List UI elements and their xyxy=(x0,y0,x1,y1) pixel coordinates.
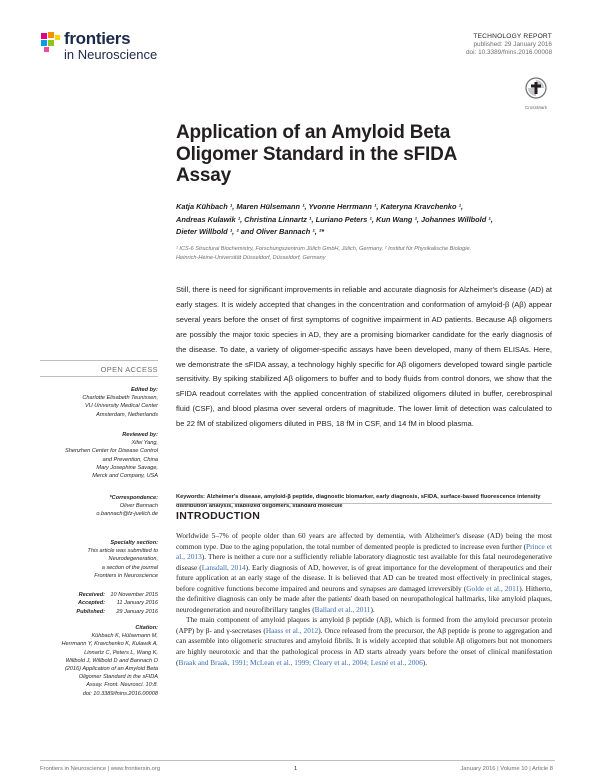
journal-subtitle: in Neuroscience xyxy=(64,47,158,62)
crossmark-icon xyxy=(525,77,547,99)
author-list xyxy=(176,201,561,239)
page-number: 1 xyxy=(294,766,298,772)
open-access-badge: OPEN ACCESS xyxy=(40,360,158,377)
correspondence-name: Oliver Bannach xyxy=(119,503,158,510)
date-label: Accepted: xyxy=(77,600,105,607)
article-dates xyxy=(40,591,158,616)
doi[interactable]: doi: 10.3389/fnins.2016.00008 xyxy=(466,49,552,56)
edited-by xyxy=(40,386,158,419)
editor-line: VU University Medical Center xyxy=(84,403,158,410)
citation-link[interactable]: Haass et al., 2012 xyxy=(265,625,319,635)
author-line: Katja Kühbach ¹, Maren Hülsemann ¹, Yvonne Herrmann ¹, Kateryna Kravchenko ¹, xyxy=(176,202,464,211)
reviewer-line: and Prevention, China xyxy=(102,456,158,463)
published-date: published: 29 January 2016 xyxy=(473,41,552,48)
correspondence-label: *Correspondence: xyxy=(109,495,158,501)
editor-line: Amsterdam, Netherlands xyxy=(96,411,158,418)
author-line: Andreas Kulawik ¹, Christina Linnartz ¹, Luriano Peters ¹, Kun Wang ¹, Johannes Willbold ¹, xyxy=(176,214,493,224)
title-line: Application of an Amyloid Beta xyxy=(176,122,451,143)
citation xyxy=(40,624,158,698)
crossmark-label: CrossMark xyxy=(524,105,548,110)
date-row-accepted xyxy=(40,599,158,607)
specialty-line: a section of the journal xyxy=(101,564,158,571)
citation-link[interactable]: Lansdall, 2014 xyxy=(201,562,246,572)
date-value: 10 November 2015 xyxy=(110,592,158,598)
reviewer-line: Merck and Company, USA xyxy=(92,473,158,480)
footer-divider xyxy=(40,760,555,761)
journal-brand: frontiers xyxy=(64,29,131,48)
report-type: TECHNOLOGY REPORT xyxy=(473,33,552,40)
journal-logo xyxy=(40,30,180,70)
date-label: Published: xyxy=(76,608,105,615)
date-row-published xyxy=(40,608,158,616)
citation-link[interactable]: Ballard et al., 2011 xyxy=(314,604,371,614)
citation-link[interactable]: Prince et al., 2013 xyxy=(176,541,552,562)
affiliation-line: ¹ ICS-6 Structural Biochemistry, Forschungszentrum Jülich GmbH, Jülich, Germany, ² Institut für Physikalische Biologie, xyxy=(176,246,472,252)
crossmark-badge[interactable] xyxy=(521,77,551,109)
specialty-label: Specialty section: xyxy=(110,540,158,546)
paragraph: The main component of amyloid plaques is amyloid β peptide (Aβ), which is formed from the amyloid precursor protein (APP) by β- and γ-secretases (Haass et al., 2012). Once released from the precursor, the Aβ peptide is prone to aggregation and can assemble into oligomeric structures and amyloid fibrils. It is widely accepted that soluble Aβ oligomers but not monomers are highly neurotoxic and that the pathological process in AD starts already years before the onset of clinical manifestation (Braak and Braak, 1991; McLean et al., 1999; Cleary et al., 2004; Lesné et al., 2006). xyxy=(176,615,552,667)
section-heading: INTRODUCTION xyxy=(176,510,261,522)
citation-line: (2016) Application of an Amyloid Beta xyxy=(64,666,158,673)
citation-link[interactable]: Braak and Braak, 1991; McLean et al., 1999; Cleary et al., 2004; Lesné et al., 2006 xyxy=(178,657,423,667)
keywords-text: Alzheimer's disease, amyloid-β peptide, diagnostic biomarker, early diagnosis, sFIDA, surface-based fluorescence intensity distribution analysis, stabilized oligomers, standard molecule xyxy=(176,494,541,509)
keywords xyxy=(176,493,552,511)
citation-line: Kühbach K, Hülsemann M, xyxy=(91,633,158,640)
keywords-label: Keywords: xyxy=(176,494,206,500)
citation-doi[interactable]: doi: 10.3389/fnins.2016.00008 xyxy=(82,690,158,697)
citation-line: Willbold J, Willbold D and Bannach O xyxy=(65,657,158,664)
title-line: Oligomer Standard in the sFIDA xyxy=(176,143,458,165)
date-label: Received: xyxy=(78,592,105,598)
abstract: Still, there is need for significant improvements in reliable and accurate diagnosis for Alzheimer's disease (AD) at early stages. It is widely accepted that changes in the concentration and conformation of amyloid-β (Aβ) appear several years before the onset of first symptoms of cognitive impairment in AD patients. Because Aβ oligomers are possibly the major toxic species in AD, they are a promising biomarker candidate for the early diagnosis of the disease. To date, a variety of oligomer-specific assays have been developed, many of them ELISAs. Here, we demonstrate the sFIDA assay, a technology highly specific for Aβ oligomers developed toward single particle sensitivity. By spiking stabilized Aβ oligomers to buffer and to body fluids from control donors, we show that the sFIDA readout correlates with the applied concentration of stabilized oligomers diluted in buffer, cerebrospinal fluid (CSF), and blood plasma over several orders of magnitude. The lower limit of detection was calculated to be 22 fM of stabilized oligomers diluted in PBS, 18 fM in CSF, and 14 fM in blood plasma. xyxy=(176,285,552,429)
paragraph: Worldwide 5–7% of people older than 60 years are affected by dementia, with Alzheimer's disease (AD) being the most common type. Due to the aging population, the total number of demented people is predicted to increase even further (Prince et al., 2013). There is neither a cure nor a sufficiently reliable laboratory diagnostic test available for this fatal neurodegenerative disease (Lansdall, 2014). Early diagnosis of AD, however, is of great importance for the development of therapeutics and their future application at an early stage of the disease. It is believed that AD can be treated most effectively in preclinical stages, before cognitive functions become impaired and neurons and synapses are damaged irreversibly (Golde et al., 2011). Hitherto, the definitive diagnosis can only be made after the patients' death based on neuropathological hallmarks, like amyloid plaques, neurodegeneration and neurofibrillary tangles (Ballard et al., 2011). xyxy=(176,531,553,614)
date-value: 11 January 2016 xyxy=(116,600,158,607)
specialty-line: Neurodegeneration, xyxy=(108,556,158,563)
frontiers-logo-icon xyxy=(40,32,62,54)
reviewer-line: Mary Josephine Savage, xyxy=(96,464,158,471)
editor-line: Charlotte Elisabeth Teunissen, xyxy=(82,395,158,402)
correspondence-email[interactable]: o.bannach@fz-juelich.de xyxy=(96,511,158,518)
citation-line: Assay. Front. Neurosci. 10:8. xyxy=(86,682,158,689)
date-row-received xyxy=(40,591,158,599)
footer-issue: January 2016 | Volume 10 | Article 8 xyxy=(460,766,553,772)
reviewer-line: Shenzhen Center for Disease Control xyxy=(65,448,158,455)
article-meta xyxy=(466,33,552,57)
reviewed-by xyxy=(40,431,158,480)
title-line: Assay xyxy=(176,165,231,186)
citation-line: Oligomer Standard in the sFIDA xyxy=(78,674,158,681)
correspondence xyxy=(40,494,158,519)
date-value: 29 January 2016 xyxy=(116,608,158,615)
footer-journal[interactable]: Frontiers in Neuroscience | www.frontiersin.org xyxy=(40,766,161,772)
specialty-section xyxy=(40,539,158,580)
reviewer-line: Xifei Yang, xyxy=(131,440,158,447)
specialty-line: This article was submitted to xyxy=(87,548,158,555)
edited-by-label: Edited by: xyxy=(130,387,158,393)
reviewed-by-label: Reviewed by: xyxy=(122,432,158,438)
citation-line: Linnartz C, Peters L, Wang K, xyxy=(84,649,158,656)
citation-label: Citation: xyxy=(135,625,158,631)
introduction-body xyxy=(176,531,552,668)
specialty-line: Frontiers in Neuroscience xyxy=(94,572,158,579)
citation-line: Herrmann Y, Kravchenko K, Kulawik A, xyxy=(61,641,158,648)
section-divider xyxy=(176,503,552,504)
article-title xyxy=(176,122,506,187)
affiliation-line: Heinrich-Heine-Universität Düsseldorf, Düsseldorf, Germany xyxy=(176,254,326,261)
citation-link[interactable]: Golde et al., 2011 xyxy=(466,583,520,593)
author-line: Dieter Willbold ¹, ² and Oliver Bannach ¹, ²* xyxy=(176,227,325,236)
affiliations xyxy=(176,245,561,262)
